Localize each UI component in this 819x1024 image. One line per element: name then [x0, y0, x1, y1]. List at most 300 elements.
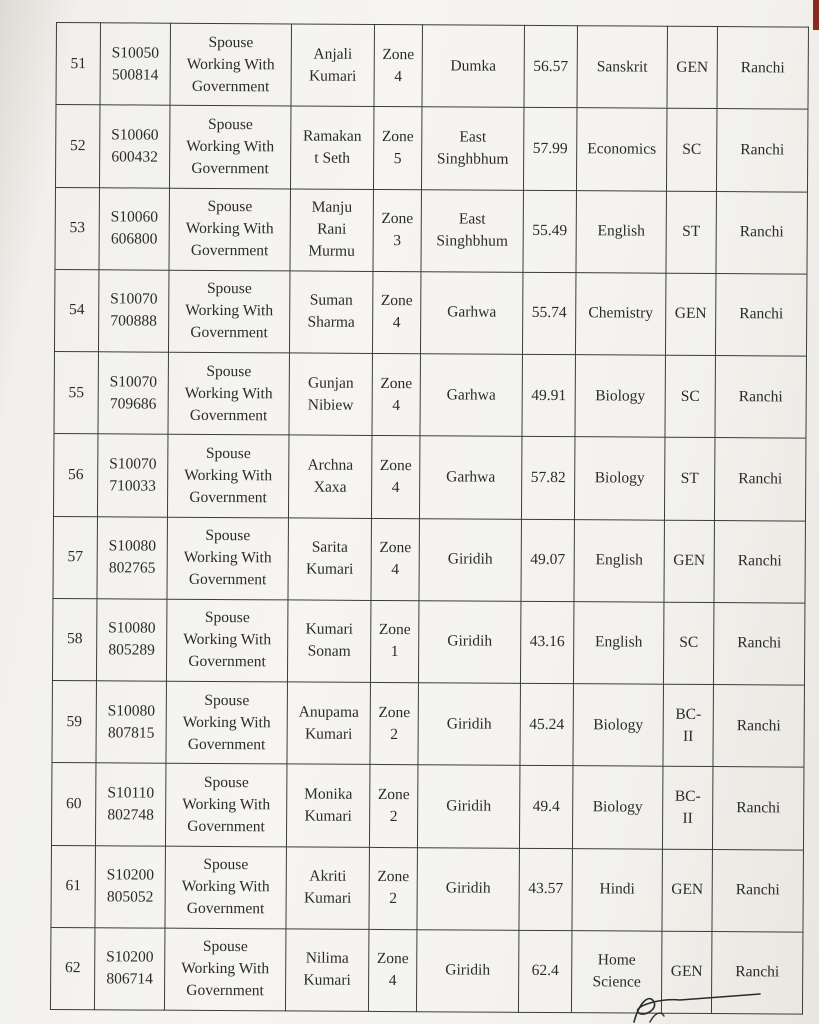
name-cell: [287, 600, 371, 683]
table-row: [51, 763, 803, 850]
application-id-cell: [100, 23, 171, 106]
cell-text: Zone: [378, 703, 411, 721]
cell-text: Anupama: [298, 703, 359, 721]
cell-text: Zone: [377, 785, 410, 804]
cell-text: Hindi: [599, 880, 635, 898]
cell-text: English: [594, 633, 643, 651]
table-row: [53, 434, 805, 521]
cell-text: Giridih: [445, 961, 491, 980]
serial-number-cell: [54, 351, 99, 434]
cell-text: Spouse: [206, 280, 252, 298]
cell-text: Spouse: [207, 115, 253, 134]
name-cell: [286, 764, 370, 847]
cell-text: Sonam: [307, 642, 351, 661]
cell-text: Spouse: [204, 609, 250, 627]
cell-text: Anjali: [313, 45, 353, 63]
cell-text: Spouse: [206, 362, 252, 380]
cell-text: II: [682, 809, 693, 827]
name-cell: [290, 106, 374, 189]
marks-cell: [522, 272, 576, 355]
cell-text: 4: [391, 561, 400, 579]
district-cell: [420, 271, 523, 354]
table-row: [55, 187, 807, 274]
cell-text: Ranchi: [736, 799, 781, 817]
cell-text: Government: [190, 241, 269, 260]
cell-text: Biology: [593, 715, 644, 734]
marks-cell: [524, 25, 578, 108]
cell-text: Spouse: [204, 691, 250, 709]
application-id-cell: [97, 516, 168, 599]
category-cell: [166, 599, 288, 682]
cell-text: 57.82: [530, 468, 566, 486]
cell-text: S10060: [110, 208, 159, 226]
cell-text: English: [597, 222, 645, 240]
cell-text: 60: [65, 794, 82, 813]
cell-text: S10200: [106, 866, 155, 884]
cell-text: Kumari: [305, 560, 354, 578]
serial-number-cell: [56, 23, 101, 106]
zone-cell: [370, 682, 419, 765]
cell-text: Spouse: [203, 773, 249, 792]
zone-cell: [372, 271, 421, 354]
zone-cell: [371, 436, 420, 519]
category-cell: [168, 270, 290, 353]
cell-text: S10070: [109, 372, 158, 391]
cell-text: Garhwa: [447, 303, 497, 322]
cell-text: Kumari: [303, 971, 351, 990]
cell-text: Sanskrit: [596, 57, 648, 76]
cell-text: 51: [70, 54, 87, 72]
name-cell: [288, 517, 372, 600]
cell-text: Zone: [378, 621, 411, 639]
cell-text: Giridih: [447, 550, 493, 568]
subject-cell: [573, 684, 664, 767]
caste-category-cell: [662, 766, 713, 849]
cell-text: Kumari: [305, 620, 354, 639]
cell-text: Working With: [181, 960, 270, 978]
table-row: [51, 845, 803, 932]
table-row: [54, 269, 806, 356]
zone-cell: [373, 107, 422, 190]
cell-text: 49.4: [532, 797, 560, 815]
marks-cell: [518, 930, 572, 1013]
district-cell: [418, 683, 521, 766]
cell-text: S10200: [106, 948, 154, 966]
cell-text: SC: [679, 634, 699, 652]
district-cell: [421, 107, 524, 190]
cell-text: 3: [393, 232, 402, 250]
cell-text: 53: [69, 219, 86, 237]
serial-number-cell: [55, 187, 100, 270]
cell-text: Government: [189, 406, 268, 424]
marks-cell: [519, 848, 573, 931]
cell-text: Ranchi: [735, 963, 780, 981]
cell-text: S10080: [107, 701, 156, 720]
cell-text: Singhbhum: [436, 150, 509, 168]
cell-text: Biology: [594, 469, 645, 487]
table-row: [55, 105, 807, 192]
cell-text: GEN: [673, 551, 706, 570]
cell-text: Zone: [381, 127, 414, 146]
cell-text: Science: [592, 973, 641, 991]
cell-text: 59: [66, 712, 83, 730]
subject-cell: [576, 190, 667, 273]
name-cell: [289, 271, 373, 354]
name-cell: [287, 682, 371, 765]
marks-cell: [522, 354, 576, 437]
caste-category-cell: [663, 602, 714, 685]
cell-text: East: [459, 128, 487, 146]
application-id-cell: [99, 105, 170, 188]
cell-text: 49.91: [531, 386, 567, 404]
serial-number-cell: [51, 763, 96, 846]
cell-text: Giridih: [445, 879, 491, 897]
cell-text: 600432: [111, 148, 158, 166]
marks-cell: [523, 108, 577, 191]
zone-cell: [369, 847, 418, 930]
serial-number-cell: [50, 927, 95, 1010]
cell-text: Working With: [185, 302, 274, 320]
name-cell: [285, 929, 369, 1012]
cell-text: Working With: [183, 548, 272, 567]
cell-text: Ranchi: [737, 552, 782, 570]
marks-cell: [521, 437, 575, 520]
table-row: [52, 680, 804, 767]
cell-text: 4: [394, 67, 403, 85]
cell-text: 56: [67, 465, 84, 484]
cell-text: GEN: [671, 880, 704, 899]
cell-text: 5: [393, 149, 402, 167]
zone-cell: [370, 600, 419, 683]
cell-text: Akriti: [309, 867, 347, 885]
place-cell: [712, 849, 804, 932]
marks-cell: [519, 766, 573, 849]
district-cell: [418, 600, 521, 683]
application-id-cell: [98, 270, 169, 353]
application-id-cell: [94, 928, 165, 1011]
caste-category-cell: [666, 108, 717, 191]
zone-cell: [374, 24, 423, 107]
category-cell: [168, 352, 290, 435]
marks-cell: [523, 190, 577, 273]
application-id-cell: [96, 681, 167, 764]
subject-cell: [575, 272, 666, 355]
cell-text: Giridih: [447, 632, 493, 651]
cell-text: Working With: [184, 466, 273, 485]
category-cell: [167, 517, 289, 600]
cell-text: Giridih: [446, 715, 492, 733]
cell-text: GEN: [674, 305, 707, 323]
cell-text: Spouse: [207, 198, 253, 216]
zone-cell: [373, 189, 422, 272]
category-cell: [165, 846, 287, 929]
cell-text: Ranchi: [740, 58, 785, 77]
place-cell: [716, 109, 808, 192]
cell-text: Government: [186, 982, 264, 1000]
serial-number-cell: [52, 598, 97, 681]
cell-text: 57: [67, 548, 84, 566]
category-cell: [166, 681, 288, 764]
cell-text: S10110: [107, 784, 155, 802]
serial-number-cell: [53, 516, 98, 599]
cell-text: Zone: [381, 210, 414, 228]
serial-number-cell: [54, 269, 99, 352]
cell-text: Ranchi: [738, 470, 783, 488]
cell-text: Government: [186, 899, 265, 918]
district-cell: [419, 518, 522, 601]
cell-text: Working With: [183, 631, 272, 649]
cell-text: Ranchi: [738, 387, 783, 406]
place-cell: [717, 27, 809, 110]
application-id-cell: [95, 845, 166, 928]
place-cell: [714, 438, 806, 521]
cell-text: Nibiew: [307, 396, 354, 414]
caste-category-cell: [666, 191, 717, 274]
cell-text: 802765: [108, 559, 156, 577]
cell-text: English: [595, 551, 643, 569]
subject-cell: [575, 355, 666, 438]
cell-text: Kumari: [308, 67, 357, 85]
cell-text: Zone: [380, 292, 413, 310]
caste-category-cell: [664, 437, 715, 520]
cell-text: S10080: [108, 537, 157, 555]
cell-text: Monika: [304, 785, 353, 803]
subject-cell: [572, 848, 663, 931]
caste-category-cell: [664, 520, 715, 603]
zone-cell: [372, 353, 421, 436]
cell-text: 62.4: [531, 962, 559, 980]
category-cell: [164, 928, 286, 1011]
cell-text: Chemistry: [588, 304, 654, 323]
cell-text: Government: [187, 735, 266, 753]
cell-text: 62: [64, 959, 81, 977]
place-cell: [715, 356, 807, 439]
cell-text: BC-: [674, 787, 701, 805]
cell-text: Economics: [587, 140, 657, 158]
cell-text: 2: [389, 807, 398, 825]
marks-cell: [520, 683, 574, 766]
cell-text: Government: [189, 488, 267, 507]
allocation-table: [50, 22, 809, 1015]
caste-category-cell: [663, 684, 714, 767]
signature-mark: [620, 992, 770, 1024]
zone-cell: [368, 929, 417, 1012]
place-cell: [713, 685, 805, 768]
cell-text: Working With: [181, 877, 270, 896]
district-cell: [416, 929, 519, 1012]
cell-text: Government: [188, 653, 266, 671]
caste-category-cell: [665, 355, 716, 438]
subject-cell: [576, 108, 667, 191]
caste-category-cell: [662, 849, 713, 932]
serial-number-cell: [52, 680, 97, 763]
cell-text: Working With: [182, 713, 271, 731]
cell-text: S10070: [109, 455, 157, 473]
cell-text: Spouse: [205, 527, 251, 545]
cell-text: Manju: [311, 198, 353, 216]
cell-text: SC: [682, 140, 702, 158]
cell-text: 4: [388, 972, 397, 990]
cell-text: 806714: [106, 970, 153, 988]
cell-text: Kumari: [303, 889, 352, 907]
cell-text: BC-: [675, 705, 702, 723]
name-cell: [289, 353, 373, 436]
cell-text: Dumka: [450, 57, 497, 75]
cell-text: S10050: [111, 43, 160, 62]
cell-text: S10070: [110, 290, 158, 308]
cell-text: 606800: [110, 230, 158, 248]
category-cell: [165, 763, 287, 846]
cell-text: Garhwa: [446, 468, 496, 486]
cell-text: Zone: [380, 374, 413, 392]
cell-text: GEN: [676, 58, 709, 76]
cell-text: 52: [69, 136, 86, 155]
application-id-cell: [97, 434, 168, 517]
cell-text: 61: [65, 877, 82, 895]
serial-number-cell: [51, 845, 96, 928]
cell-text: Gunjan: [307, 374, 354, 392]
caste-category-cell: [667, 26, 718, 109]
cell-text: S10080: [108, 619, 156, 637]
cell-text: 805289: [108, 641, 155, 659]
cell-text: Ranchi: [736, 716, 781, 735]
cell-text: Government: [187, 817, 265, 836]
serial-number-cell: [55, 105, 100, 188]
category-cell: [170, 23, 292, 106]
cell-text: Home: [597, 951, 636, 969]
cell-text: 4: [392, 396, 401, 414]
cell-text: Ramakan: [302, 127, 362, 145]
cell-text: 4: [391, 478, 400, 496]
table-row: [53, 516, 805, 603]
district-cell: [417, 847, 520, 930]
category-cell: [167, 434, 289, 517]
cell-text: Kumari: [304, 807, 352, 825]
application-id-cell: [98, 352, 169, 435]
place-cell: [716, 191, 808, 274]
cell-text: Government: [188, 570, 267, 589]
name-cell: [288, 435, 372, 518]
cell-text: 55.49: [532, 222, 568, 240]
cell-text: Zone: [377, 868, 410, 886]
name-cell: [286, 846, 370, 929]
cell-text: Ranchi: [735, 881, 780, 899]
cell-text: 43.57: [528, 880, 564, 898]
cell-text: Kumari: [304, 725, 353, 743]
cell-text: Ranchi: [737, 634, 782, 652]
cell-text: Zone: [382, 45, 415, 63]
name-cell: [291, 24, 375, 107]
cell-text: 2: [389, 890, 398, 908]
category-cell: [169, 105, 291, 188]
cell-text: Zone: [379, 539, 412, 557]
cell-text: Spouse: [205, 444, 251, 463]
category-cell: [169, 188, 291, 271]
cell-text: Biology: [592, 798, 643, 816]
cell-text: Murmu: [308, 242, 355, 260]
place-cell: [713, 602, 805, 685]
subject-cell: [573, 601, 664, 684]
cell-text: 700888: [110, 312, 157, 330]
subject-cell: [574, 519, 665, 602]
cell-text: Working With: [185, 219, 274, 238]
table-row: [52, 598, 804, 685]
cell-text: Government: [191, 77, 270, 95]
cell-text: t Seth: [314, 149, 351, 167]
cell-text: Rani: [317, 220, 347, 238]
cell-text: Garhwa: [446, 386, 496, 404]
cell-text: 2: [390, 725, 399, 743]
cell-text: Nilima: [305, 949, 349, 968]
zone-cell: [369, 765, 418, 848]
table-body: [50, 23, 808, 1015]
marks-cell: [521, 519, 575, 602]
cell-text: SC: [680, 387, 700, 405]
zone-cell: [371, 518, 420, 601]
cell-text: 55.74: [531, 304, 567, 322]
cell-text: Giridih: [446, 797, 492, 815]
cell-text: Sarita: [311, 538, 348, 556]
place-cell: [714, 520, 806, 603]
page-edge-mark: [813, 0, 819, 30]
cell-text: S10060: [111, 126, 159, 144]
cell-text: ST: [680, 469, 699, 487]
cell-text: Spouse: [203, 856, 249, 874]
cell-text: 807815: [107, 723, 155, 742]
application-id-cell: [95, 763, 166, 846]
cell-text: 57.99: [532, 139, 568, 158]
name-cell: [290, 188, 374, 271]
place-cell: [712, 767, 804, 850]
cell-text: 805052: [106, 888, 154, 906]
cell-text: 709686: [109, 394, 157, 413]
table-row: [54, 351, 806, 438]
cell-text: Working With: [186, 55, 275, 73]
cell-text: 54: [68, 301, 85, 319]
cell-text: Ranchi: [739, 305, 784, 323]
cell-text: Working With: [186, 137, 275, 156]
district-cell: [420, 354, 523, 437]
cell-text: 56.57: [533, 57, 569, 75]
application-id-cell: [99, 187, 170, 270]
cell-text: 43.16: [529, 633, 565, 651]
cell-text: 4: [392, 314, 401, 332]
application-id-cell: [96, 599, 167, 682]
cell-text: II: [682, 727, 694, 745]
cell-text: Zone: [376, 950, 409, 968]
cell-text: Zone: [379, 456, 412, 475]
cell-text: 1: [390, 643, 399, 661]
cell-text: Government: [190, 324, 268, 342]
cell-text: Xaxa: [313, 478, 347, 496]
district-cell: [422, 25, 525, 108]
serial-number-cell: [53, 434, 98, 517]
cell-text: Spouse: [208, 33, 254, 51]
cell-text: 58: [66, 630, 83, 648]
district-cell: [421, 189, 524, 272]
cell-text: Spouse: [202, 938, 248, 956]
cell-text: Biology: [595, 386, 646, 405]
cell-text: Archna: [307, 456, 354, 474]
cell-text: Sharma: [307, 313, 355, 332]
cell-text: Ranchi: [740, 141, 785, 159]
cell-text: ST: [682, 222, 701, 241]
cell-text: Singhbhum: [436, 232, 508, 250]
place-cell: [715, 273, 807, 356]
cell-text: 500814: [111, 65, 159, 84]
cell-text: East: [458, 210, 486, 228]
cell-text: Ranchi: [739, 223, 784, 241]
